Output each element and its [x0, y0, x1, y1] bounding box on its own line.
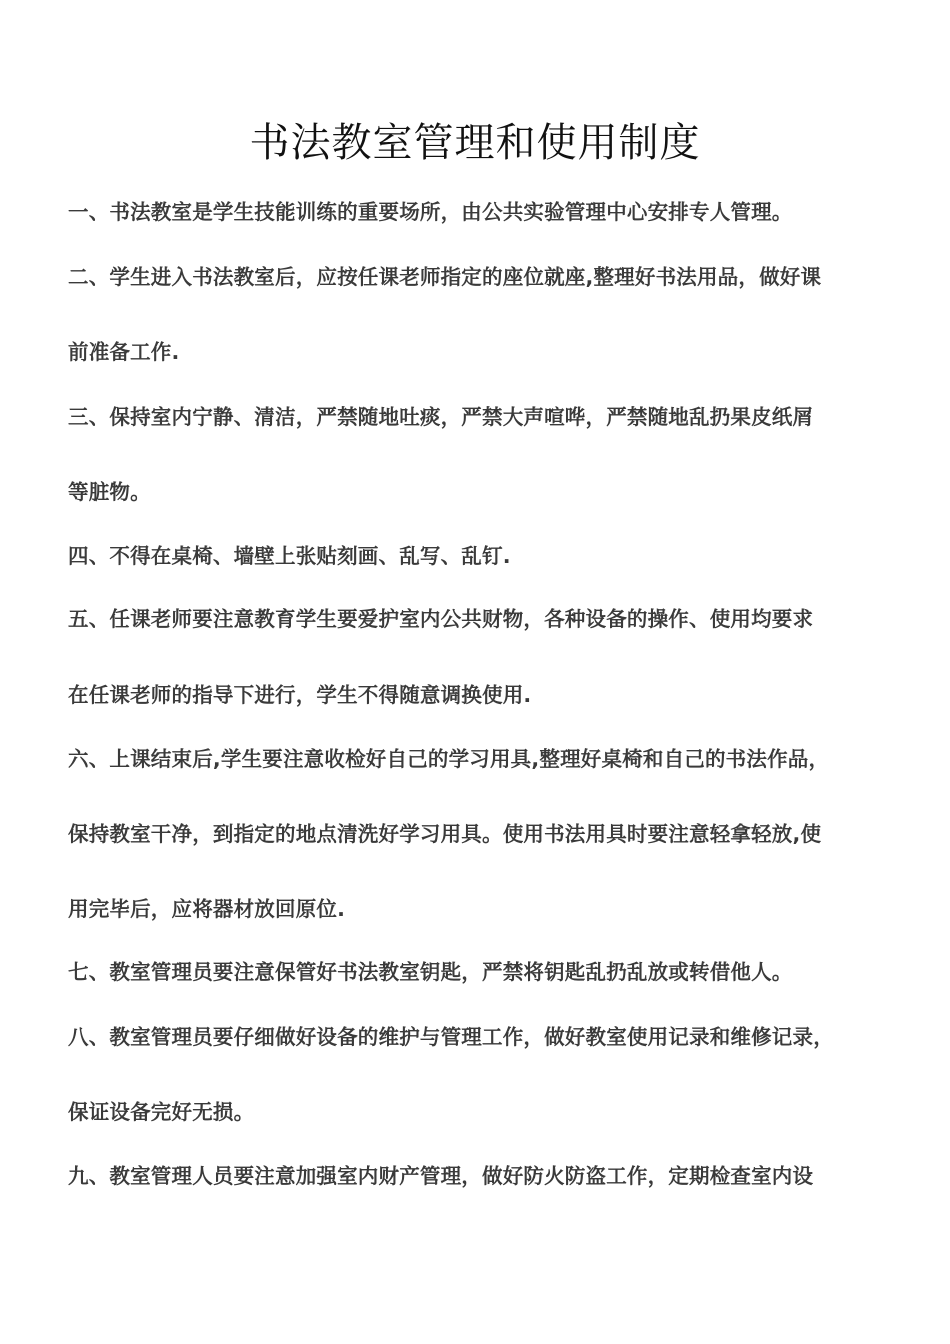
- document-title: 书法教室管理和使用制度: [249, 119, 701, 166]
- rule-line-2-cont: 前准备工作.: [68, 340, 180, 364]
- rule-line-7: 七、教室管理员要注意保管好书法教室钥匙，严禁将钥匙乱扔乱放或转借他人。: [68, 960, 793, 984]
- rule-line-6-cont-1: 保持教室干净，到指定的地点清洗好学习用具。使用书法用具时要注意轻拿轻放,使: [68, 822, 822, 846]
- rule-line-4: 四、不得在桌椅、墙壁上张贴刻画、乱写、乱钉.: [68, 544, 511, 568]
- rule-line-5: 五、任课老师要注意教育学生要爱护室内公共财物，各种设备的操作、使用均要求: [68, 607, 814, 631]
- rule-line-6-cont-2: 用完毕后，应将器材放回原位.: [68, 897, 346, 921]
- rule-line-9: 九、教室管理人员要注意加强室内财产管理，做好防火防盗工作，定期检查室内设: [68, 1164, 814, 1188]
- rule-line-2: 二、学生进入书法教室后，应按任课老师指定的座位就座,整理好书法用品，做好课: [68, 265, 822, 289]
- rule-line-1: 一、书法教室是学生技能训练的重要场所，由公共实验管理中心安排专人管理。: [68, 200, 793, 224]
- rule-line-3: 三、保持室内宁静、清洁，严禁随地吐痰，严禁大声喧哗，严禁随地乱扔果皮纸屑: [68, 405, 814, 429]
- rule-line-5-cont: 在任课老师的指导下进行，学生不得随意调换使用.: [68, 683, 532, 707]
- rule-line-6: 六、上课结束后,学生要注意收检好自己的学习用具,整理好桌椅和自己的书法作品，: [68, 747, 830, 771]
- rule-line-8: 八、教室管理员要仔细做好设备的维护与管理工作，做好教室使用记录和维修记录，: [68, 1025, 834, 1049]
- rule-line-3-cont: 等脏物。: [68, 480, 151, 504]
- rule-line-8-cont: 保证设备完好无损。: [68, 1100, 255, 1124]
